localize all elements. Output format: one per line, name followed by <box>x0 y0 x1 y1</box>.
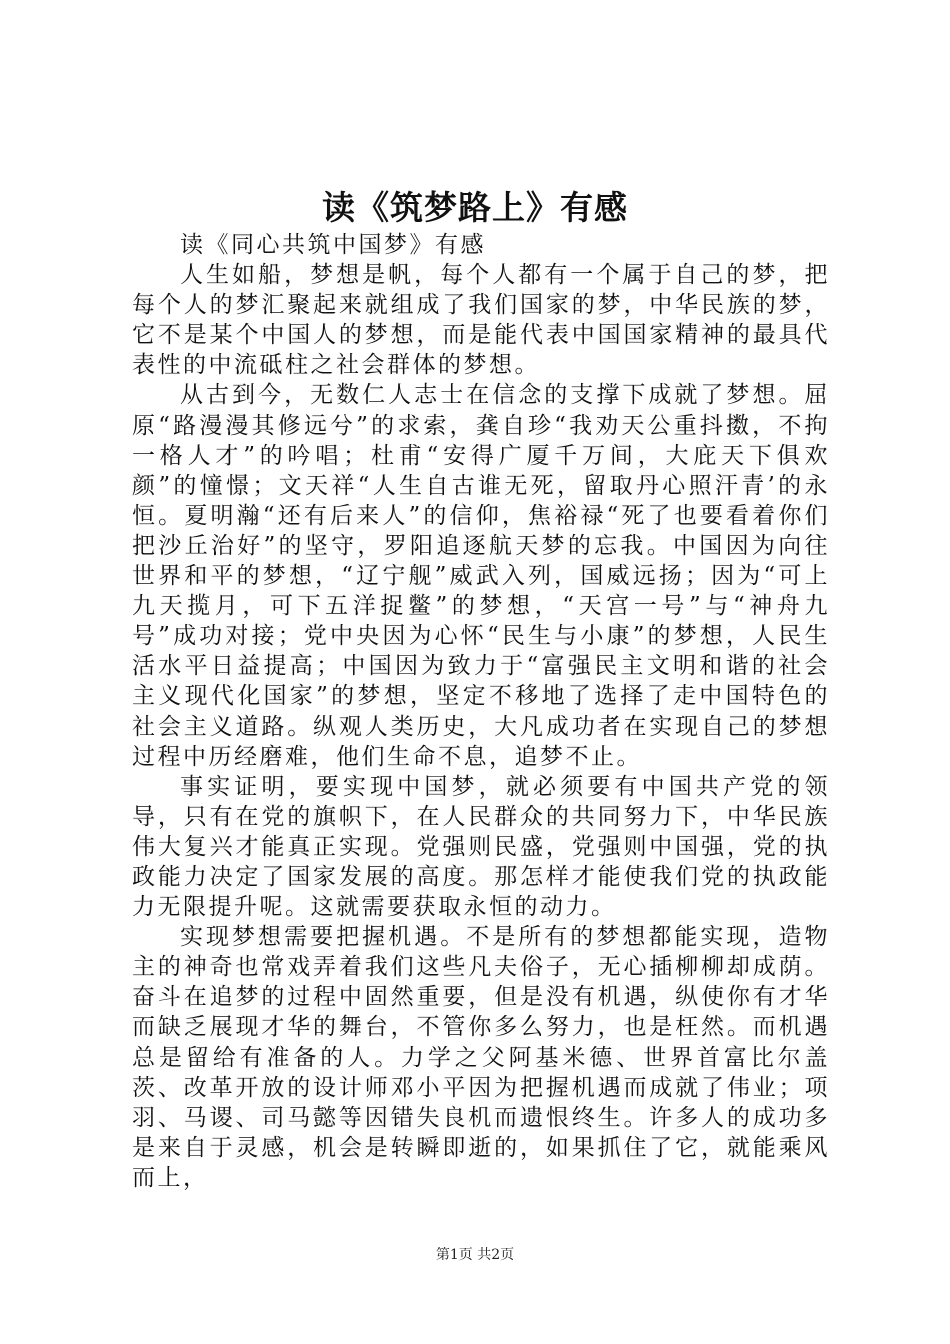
body-paragraph: 事实证明，要实现中国梦，就必须要有中国共产党的领导，只有在党的旗帜下，在人民群众的共同努力下，中华民族伟大复兴才能真正实现。党强则民盛，党强则中国强，党的执政能力决定了国家发展的高度。那怎样才能使我们党的执政能力无限提升呢。这就需要获取永恒的动力。 <box>132 773 830 921</box>
body-paragraph: 实现梦想需要把握机遇。不是所有的梦想都能实现，造物主的神奇也常戏弄着我们这些凡夫俗子，无心插柳柳却成荫。奋斗在追梦的过程中固然重要，但是没有机遇，纵使你有才华而缺乏展现才华的舞台，不管你多么努力，也是枉然。而机遇总是留给有准备的人。力学之父阿基米德、世界首富比尔盖茨、改革开放的设计师邓小平因为把握机遇而成就了伟业；项羽、马谡、司马懿等因错失良机而遗恨终生。许多人的成功多是来自于灵感，机会是转瞬即逝的，如果抓住了它，就能乘风而上， <box>132 924 830 1191</box>
document-body <box>132 230 830 1193</box>
body-paragraph: 人生如船，梦想是帆，每个人都有一个属于自己的梦，把每个人的梦汇聚起来就组成了我们国家的梦，中华民族的梦，它不是某个中国人的梦想，而是能代表中国国家精神的最具代表性的中流砥柱之社会群体的梦想。 <box>132 262 830 379</box>
body-paragraph: 从古到今，无数仁人志士在信念的支撑下成就了梦想。屈原“路漫漫其修远兮”的求索，龚自珍“我劝天公重抖擞，不拘一格人才”的吟唱；杜甫“安得广厦千万间，大庇天下俱欢颜”的憧憬；文天祥“人生自古谁无死，留取丹心照汗青’的永恒。夏明瀚“还有后来人”的信仰，焦裕禄“死了也要看着你们把沙丘治好”的坚守，罗阳追逐航天梦的忘我。中国因为向往世界和平的梦想，“辽宁舰”威武入列，国威远扬；因为“可上九天揽月，可下五洋捉鳖”的梦想，“天宫一号”与“神舟九号”成功对接；党中央因为心怀“民生与小康”的梦想，人民生活水平日益提高；中国因为致力于“富强民主文明和谐的社会主义现代化国家”的梦想，坚定不移地了选择了走中国特色的社会主义道路。纵观人类历史，大凡成功者在实现自己的梦想过程中历经磨难，他们生命不息，追梦不止。 <box>132 382 830 770</box>
subtitle-paragraph: 读《同心共筑中国梦》有感 <box>180 232 486 258</box>
document-title: 读《筑梦路上》有感 <box>322 188 628 227</box>
page-number-footer: 第1页 共2页 <box>435 1247 515 1263</box>
